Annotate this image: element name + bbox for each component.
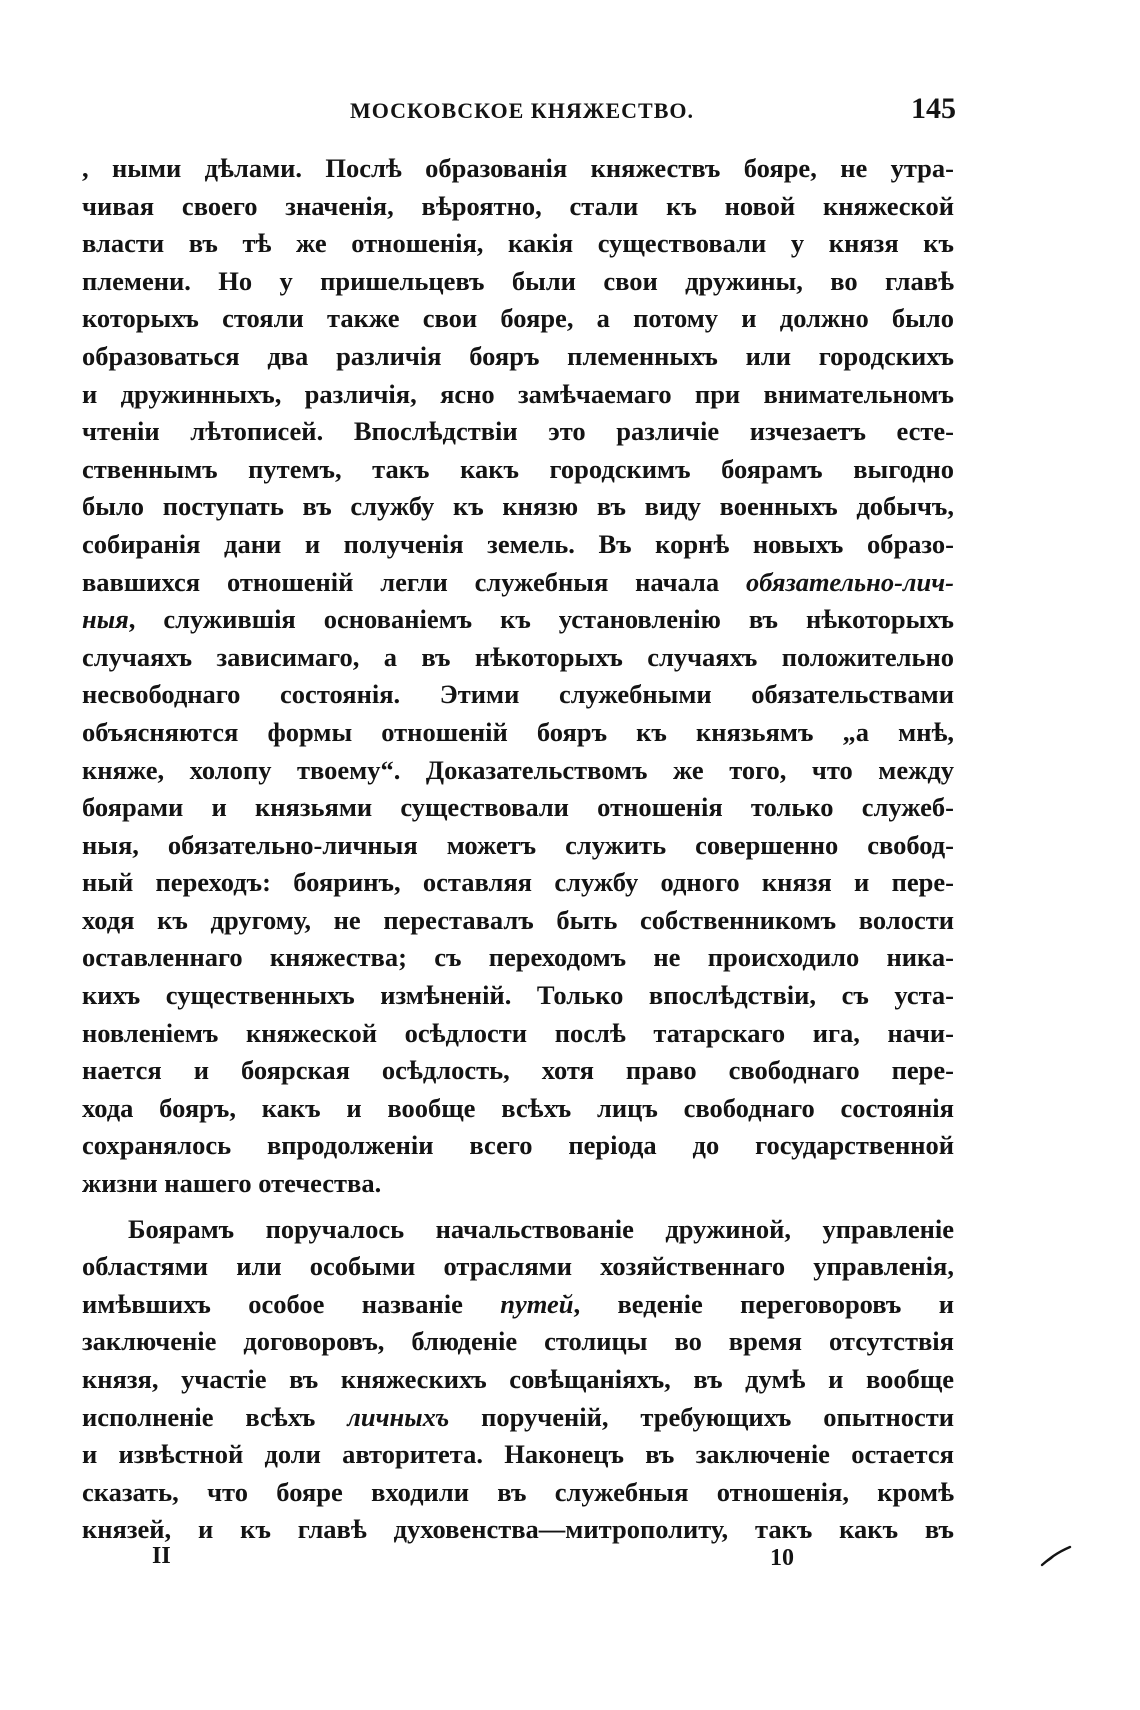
text-line: образоваться два различія бояръ племенныхъ или городскихъ: [82, 340, 954, 371]
text-line: новленіемъ княжеской осѣдлости послѣ татарскаго ига, начи-: [82, 1017, 954, 1048]
text-line: княже, холопу твоему“. Доказательствомъ же того, что между: [82, 754, 954, 785]
text-line: которыхъ стояли также свои бояре, а потому и должно было: [82, 303, 954, 334]
text-line: , ными дѣлами. Послѣ образованія княжествъ бояре, не утра-: [82, 153, 954, 183]
italic-term: обязательно-лич-: [746, 566, 954, 597]
body-text: [82, 150, 954, 1549]
text-line: собиранія дани и полученія земель. Въ корнѣ новыхъ образо-: [82, 528, 954, 559]
text-run: порученій, требующихъ опытности: [449, 1401, 955, 1432]
pen-stroke-mark-icon: [1040, 1545, 1072, 1567]
text-line: сказать, что бояре входили въ служебныя отношенія, кромѣ: [82, 1476, 954, 1507]
text-line: [82, 564, 954, 602]
text-run: , веденіе переговоровъ и: [573, 1288, 954, 1319]
text-line: и дружинныхъ, различія, ясно замѣчаемаго при внимательномъ: [82, 378, 954, 409]
signature-mark: II: [152, 1543, 171, 1569]
text-line: оставленнаго княжества; съ переходомъ не происходило ника-: [82, 942, 954, 973]
paragraph-gap: [82, 1203, 954, 1211]
text-line: хода бояръ, какъ и вообще всѣхъ лицъ свободнаго состоянія: [82, 1092, 954, 1123]
text-line: областями или особыми отраслями хозяйственнаго управленія,: [82, 1251, 954, 1282]
italic-term: личныхъ: [347, 1401, 450, 1432]
text-run: исполненіе всѣхъ: [82, 1401, 348, 1432]
text-line: несвободнаго состоянія. Этими служебными обязательствами: [82, 679, 954, 710]
text-line: ныя, обязательно-личныя можетъ служить совершенно свобод-: [82, 829, 954, 860]
text-line: боярами и князьями существовали отношенія только служеб-: [82, 792, 954, 823]
paragraph-1: [82, 150, 954, 1203]
text-line: власти въ тѣ же отношенія, какія существовали у князя къ: [82, 228, 954, 259]
text-line: ственнымъ путемъ, такъ какъ городскимъ боярамъ выгодно: [82, 453, 954, 484]
text-line: было поступать въ службу къ князю въ виду военныхъ добычъ,: [82, 491, 954, 522]
text-line: ный переходъ: бояринъ, оставляя службу одного князя и пере-: [82, 867, 954, 898]
text-line: племени. Но у пришельцевъ были свои дружины, во главѣ: [82, 265, 954, 296]
text-run: имѣвшихъ особое названіе: [82, 1288, 501, 1319]
text-line: князей, и къ главѣ духовенства—митрополиту, такъ какъ въ: [82, 1514, 954, 1545]
text-line: Боярамъ поручалось начальствованіе дружиной, управленіе: [128, 1213, 954, 1244]
text-line: [82, 1286, 954, 1324]
running-title: МОСКОВСКОЕ КНЯЖЕСТВО.: [349, 98, 695, 123]
text-run: , служившія основаніемъ къ установленію въ нѣкоторыхъ: [128, 604, 954, 635]
text-line: [82, 1399, 954, 1437]
text-line: жизни нашего отечества.: [82, 1168, 382, 1199]
text-line: сохранялось впродолженіи всего періода до государственной: [82, 1130, 954, 1161]
text-line: чивая своего значенія, вѣроятно, стали къ новой княжеской: [82, 190, 954, 221]
running-header: [82, 92, 962, 132]
text-run: вавшихся отношеній легли служебныя начала: [82, 566, 746, 597]
text-line: нается и боярская осѣдлость, хотя право свободнаго пере-: [82, 1055, 954, 1086]
sheet-number: 10: [770, 1545, 794, 1571]
italic-term: путей: [500, 1288, 574, 1319]
text-line: князя, участіе въ княжескихъ совѣщаніяхъ, въ думѣ и вообще: [82, 1364, 954, 1394]
text-line: заключеніе договоровъ, блюденіе столицы во время отсутствія: [82, 1326, 954, 1357]
text-line: объясняются формы отношеній бояръ къ князьямъ „а мнѣ,: [82, 716, 954, 747]
text-line: кихъ существенныхъ измѣненій. Только впослѣдствіи, съ уста-: [82, 980, 954, 1011]
text-line: ходя къ другому, не переставалъ быть собственникомъ волости: [82, 904, 954, 935]
italic-term: ныя: [82, 604, 129, 635]
text-line: случаяхъ зависимаго, а въ нѣкоторыхъ случаяхъ положительно: [82, 641, 954, 672]
text-line: [82, 601, 954, 639]
text-line: чтеніи лѣтописей. Впослѣдствіи это различіе изчезаетъ есте-: [82, 416, 954, 447]
paragraph-2: [82, 1211, 954, 1549]
page-number: 145: [911, 92, 956, 125]
text-line: и извѣстной доли авторитета. Наконецъ въ заключеніе остается: [82, 1439, 954, 1470]
